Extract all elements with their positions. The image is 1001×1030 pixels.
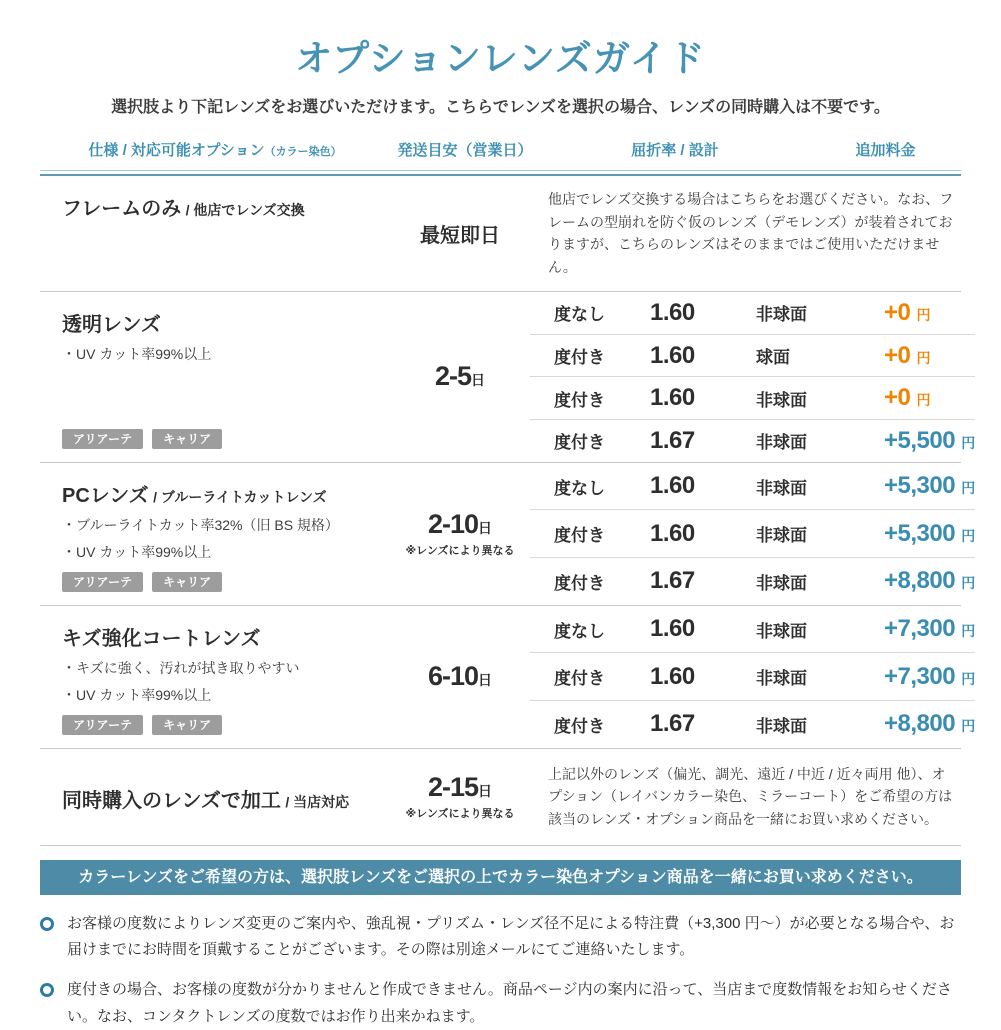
circle-bullet-icon <box>40 917 54 931</box>
price-amount: +5,300 <box>884 472 956 500</box>
dye-option-badges <box>62 562 390 592</box>
lens-feature: ・ブルーライトカット率32%（旧 BS 規格） <box>62 516 339 533</box>
badge-carrier: キャリア <box>152 715 222 735</box>
price-unit: 円 <box>961 623 976 640</box>
option-refractive-index: 1.67 <box>650 567 695 595</box>
option-price <box>884 342 975 370</box>
page-title: オプションレンズガイド <box>295 38 706 79</box>
table-row-frame-only <box>40 176 961 292</box>
dye-option-badges <box>62 419 390 449</box>
option-price <box>884 472 975 500</box>
lens-option-row <box>530 509 975 557</box>
price-amount: +7,300 <box>884 615 956 643</box>
lens-options <box>530 463 975 605</box>
dye-option-badges <box>62 705 390 735</box>
lens-title: キズ強化コートレンズ <box>62 627 261 650</box>
lens-option-row <box>530 419 975 462</box>
option-type: 度なし <box>554 305 605 325</box>
lens-feature: ・キズに強く、汚れが拭き取りやすい <box>62 659 300 676</box>
lens-subtitle: / 当店対応 <box>285 793 350 810</box>
note-text: お客様の度数によりレンズ変更のご案内や、強乱視・プリズム・レンズ径不足による特注費（+3,300 円〜）が必要となる場合や、お届けまでにお時間を頂戴することがございます。その際は別途メールにてご連絡いたします。 <box>67 914 955 959</box>
color-lens-banner: カラーレンズをご希望の方は、選択肢レンズをご選択の上でカラー染色オプション商品を一緒にお買い求めください。 <box>40 860 961 895</box>
price-amount: +8,800 <box>884 710 956 738</box>
column-header-spec-label: 仕様 / 対応可能オプション <box>88 142 265 159</box>
option-price <box>884 299 975 327</box>
spec-cell <box>40 292 390 462</box>
shipping-estimate <box>428 661 492 692</box>
shipping-note: ※レンズにより異なる <box>405 545 515 558</box>
lens-option-row <box>530 700 975 748</box>
shipping-unit: 日 <box>478 783 493 800</box>
spec-cell <box>40 749 390 845</box>
option-type: 度付き <box>554 573 605 593</box>
lens-option-row <box>530 334 975 377</box>
lens-subtitle: / ブルーライトカットレンズ <box>153 488 327 505</box>
option-price <box>884 663 975 691</box>
badge-ariarte: アリアーテ <box>62 572 143 592</box>
shipping-unit: 日 <box>471 372 486 389</box>
table-row-scratch-coat-lens <box>40 606 976 749</box>
lens-name <box>62 308 390 337</box>
lens-name <box>62 622 390 651</box>
lens-feature: ・UV カット率99%以上 <box>62 686 212 703</box>
option-refractive-index: 1.67 <box>650 710 695 738</box>
shipping-cell <box>390 176 530 291</box>
option-type: 度付き <box>554 433 605 453</box>
badge-ariarte: アリアーテ <box>62 429 143 449</box>
lens-title: 同時購入のレンズで加工 <box>62 789 281 812</box>
option-price <box>884 520 975 548</box>
column-header-spec-note: （カラー染色） <box>264 146 342 158</box>
price-unit: 円 <box>916 349 931 366</box>
shipping-unit: 日 <box>478 672 493 689</box>
option-type: 度付き <box>554 526 605 546</box>
column-header-index-design: 屈折率 / 設計 <box>631 142 719 159</box>
price-unit: 円 <box>916 306 931 323</box>
option-design: 球面 <box>756 348 790 368</box>
spec-cell <box>40 463 390 605</box>
shipping-days: 2-15 <box>427 772 479 803</box>
lens-name <box>62 784 390 813</box>
lens-option-row <box>530 606 975 653</box>
badge-carrier: キャリア <box>152 572 222 592</box>
shipping-days: 2-10 <box>427 509 479 540</box>
page-subtitle: 選択肢より下記レンズをお選びいただけます。こちらでレンズを選択の場合、レンズの同時購入は不要です。 <box>111 99 890 116</box>
lens-option-row <box>530 557 975 605</box>
option-design: 非球面 <box>756 526 807 546</box>
option-lens-guide <box>40 0 976 1030</box>
lens-name <box>62 479 390 508</box>
spec-cell <box>40 176 390 291</box>
price-amount: +0 <box>884 298 911 326</box>
shipping-note: ※レンズにより異なる <box>405 808 515 821</box>
column-header-shipping: 発送目安（営業日） <box>397 142 533 159</box>
shipping-estimate: 最短即日 <box>420 224 500 247</box>
lens-subtitle: / 他店でレンズ交換 <box>185 202 305 218</box>
lens-option-row <box>530 463 975 510</box>
option-refractive-index: 1.60 <box>650 615 695 643</box>
column-header-price: 追加料金 <box>855 142 916 159</box>
option-refractive-index: 1.60 <box>650 341 695 369</box>
price-amount: +8,800 <box>884 567 956 595</box>
option-design: 非球面 <box>756 669 807 689</box>
option-price <box>884 615 975 643</box>
option-price <box>884 567 975 595</box>
option-type: 度付き <box>554 348 605 368</box>
price-unit: 円 <box>961 434 976 451</box>
shipping-cell <box>390 292 530 462</box>
option-design: 非球面 <box>756 478 807 498</box>
lens-option-row <box>530 292 975 334</box>
row-description: 上記以外のレンズ（偏光、調光、遠近 / 中近 / 近々両用 他）、オプション（レイバンカラー染色、ミラーコート）をご希望の方は該当のレンズ・オプション商品を一緒にお買い求めください。 <box>548 765 953 828</box>
option-design: 非球面 <box>756 621 807 641</box>
option-type: 度なし <box>554 478 605 498</box>
circle-bullet-icon <box>40 983 54 997</box>
price-amount: +7,300 <box>884 662 956 690</box>
price-unit: 円 <box>961 670 976 687</box>
shipping-estimate <box>428 509 492 540</box>
option-design: 非球面 <box>756 433 807 453</box>
lens-options <box>530 606 975 748</box>
lens-title: PCレンズ <box>62 484 149 507</box>
lens-feature: ・UV カット率99%以上 <box>62 543 212 560</box>
price-amount: +5,300 <box>884 519 956 547</box>
shipping-cell <box>390 749 530 845</box>
price-unit: 円 <box>961 480 976 497</box>
option-refractive-index: 1.60 <box>650 662 695 690</box>
lens-option-row <box>530 376 975 419</box>
option-type: 度付き <box>554 390 605 410</box>
shipping-days: 6-10 <box>427 661 479 692</box>
price-amount: +0 <box>884 341 911 369</box>
lens-options <box>530 292 975 462</box>
option-price <box>884 384 975 412</box>
note-item <box>40 911 961 964</box>
price-unit: 円 <box>961 575 976 592</box>
price-amount: +5,500 <box>884 426 956 454</box>
row-description: 他店でレンズ交換する場合はこちらをお選びください。なお、フレームの型崩れを防ぐ仮のレンズ（デモレンズ）が装着されておりますが、こちらのレンズはそのままではご使用いただけません。 <box>548 191 954 276</box>
option-refractive-index: 1.60 <box>650 298 695 326</box>
option-type: 度付き <box>554 716 605 736</box>
badge-carrier: キャリア <box>152 429 222 449</box>
shipping-unit: 日 <box>478 520 493 537</box>
option-type: 度付き <box>554 669 605 689</box>
footer-notes <box>40 911 961 1030</box>
lens-option-row <box>530 652 975 700</box>
note-text: 度付きの場合、お客様の度数が分かりませんと作成できません。商品ページ内の案内に沿って、当店まで度数情報をお知らせください。なお、コンタクトレンズの度数ではお作り出来かねます。 <box>67 981 952 1025</box>
shipping-estimate <box>428 772 492 803</box>
price-unit: 円 <box>916 392 931 409</box>
table-header-row <box>40 139 961 170</box>
option-type: 度なし <box>554 621 605 641</box>
table-row-purchased-lens-processing <box>40 749 961 846</box>
lens-feature: ・UV カット率99%以上 <box>62 345 212 362</box>
price-amount: +0 <box>884 384 911 412</box>
lens-name <box>62 192 390 221</box>
spec-cell <box>40 606 390 748</box>
option-design: 非球面 <box>756 305 807 325</box>
option-design: 非球面 <box>756 390 807 410</box>
shipping-days: 2-5 <box>434 361 472 392</box>
option-refractive-index: 1.67 <box>650 426 695 454</box>
lens-title: 透明レンズ <box>62 313 161 336</box>
lens-title: フレームのみ <box>62 198 182 220</box>
option-price <box>884 710 975 738</box>
shipping-cell <box>390 463 530 605</box>
column-header-spec <box>40 139 390 160</box>
price-unit: 円 <box>961 718 976 735</box>
badge-ariarte: アリアーテ <box>62 715 143 735</box>
shipping-cell <box>390 606 530 748</box>
shipping-estimate <box>435 361 485 392</box>
option-design: 非球面 <box>756 573 807 593</box>
note-item <box>40 977 961 1030</box>
option-design: 非球面 <box>756 716 807 736</box>
option-refractive-index: 1.60 <box>650 384 695 412</box>
table-row-pc-lens <box>40 463 976 606</box>
table-row-clear-lens <box>40 292 976 463</box>
option-refractive-index: 1.60 <box>650 519 695 547</box>
option-price <box>884 427 975 455</box>
option-refractive-index: 1.60 <box>650 472 695 500</box>
price-unit: 円 <box>961 527 976 544</box>
